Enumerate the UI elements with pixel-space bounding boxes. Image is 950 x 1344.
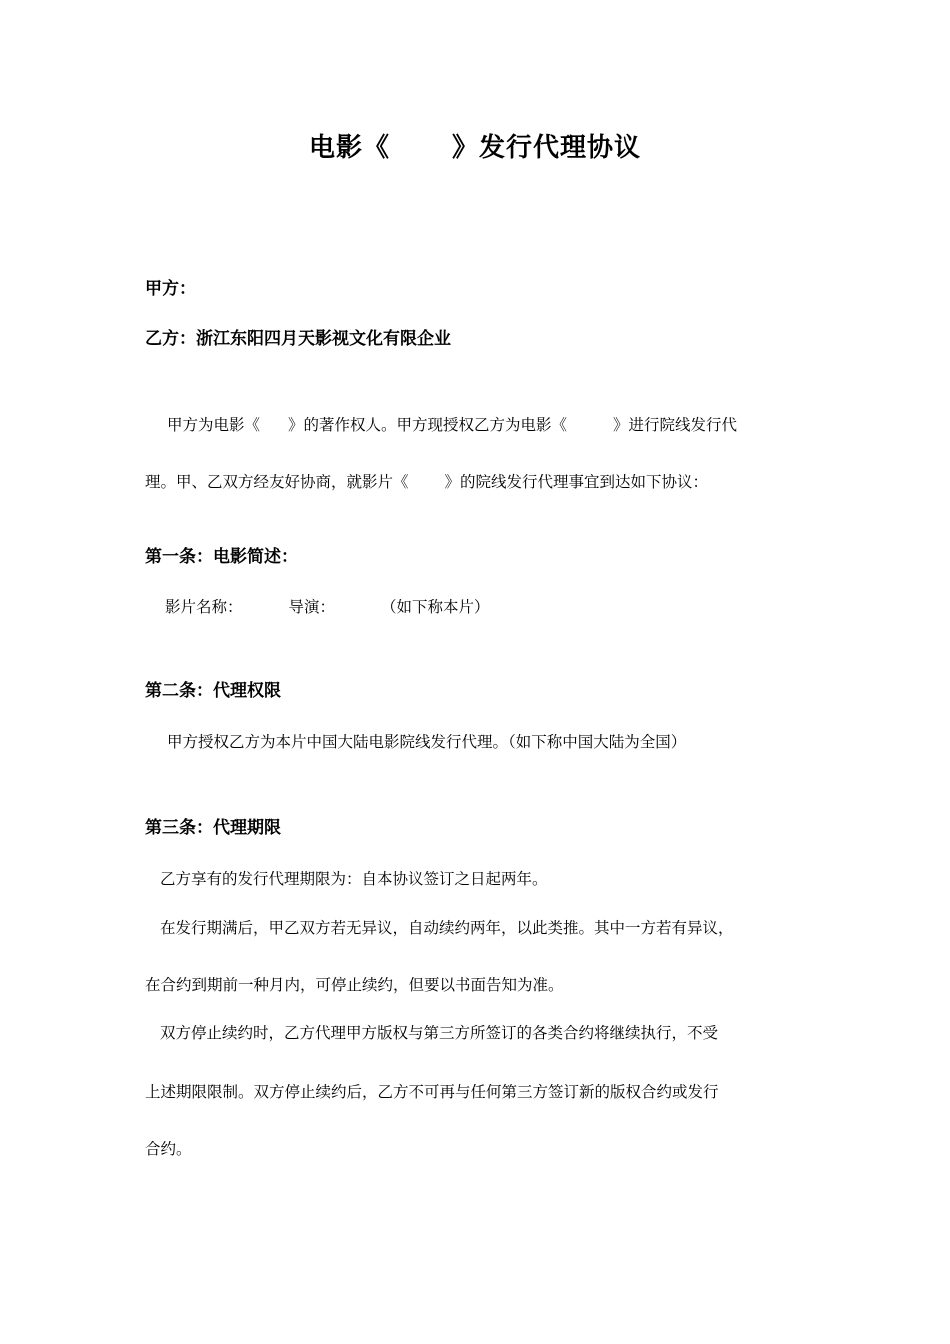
film-name-label: 影片名称：: [165, 598, 243, 616]
preamble-line-1: 甲方为电影《 》的著作权人。甲方现授权乙方为电影《 》进行院线发行代: [167, 416, 738, 434]
party-a-line: 甲方：: [145, 279, 196, 299]
article-3-line-2: 在发行期满后，甲乙双方若无异议，自动续约两年，以此类推。其中一方若有异议，: [160, 919, 734, 937]
article-1-heading: 第一条：电影简述：: [145, 547, 298, 567]
article-3-line-5: 上述期限限制。双方停止续约后，乙方不可再与任何第三方签订新的版权合约或发行: [145, 1083, 719, 1101]
preamble-line-2: 理。甲、乙双方经友好协商，就影片《 》的院线发行代理事宜到达如下协议：: [145, 473, 709, 491]
article-3-line-4: 双方停止续约时，乙方代理甲方版权与第三方所签订的各类合约将继续执行，不受: [160, 1024, 719, 1042]
article-2-heading: 第二条：代理权限: [145, 681, 281, 701]
article-3-line-3: 在合约到期前一种月内，可停止续约，但要以书面告知为准。: [145, 976, 564, 994]
party-b-line: 乙方：浙江东阳四月天影视文化有限企业: [145, 329, 451, 349]
article-3-line-6: 合约。: [145, 1140, 192, 1158]
film-note: （如下称本片）: [381, 598, 490, 616]
director-label: 导演：: [288, 598, 336, 616]
film-info-line: [165, 595, 490, 619]
title-suffix: 》发行代理协议: [452, 133, 642, 163]
article-2-line-1: 甲方授权乙方为本片中国大陆电影院线发行代理。（如下称中国大陆为全国）: [167, 733, 687, 751]
article-3-heading: 第三条：代理期限: [145, 818, 281, 838]
title-prefix: 电影《: [308, 133, 390, 163]
document-title: [0, 130, 950, 166]
article-3-line-1: 乙方享有的发行代理期限为：自本协议签订之日起两年。: [160, 870, 548, 888]
